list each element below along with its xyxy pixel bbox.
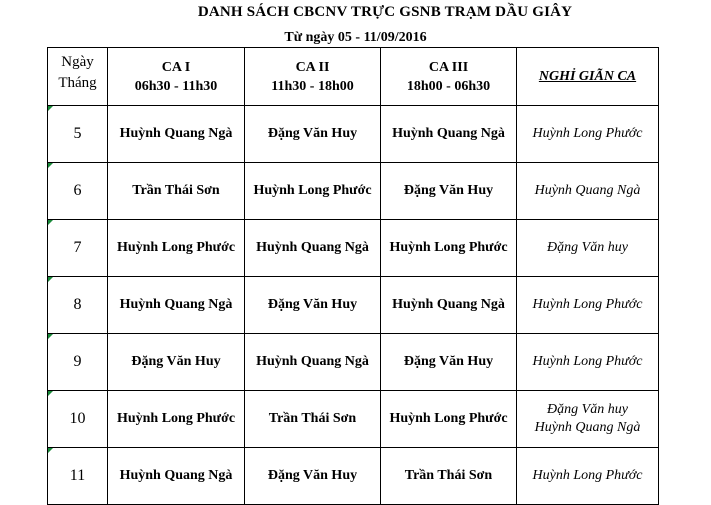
header-shift-3 — [381, 48, 517, 106]
rest-staff-name: Huỳnh Long Phước — [532, 126, 643, 141]
day-cell: 11 — [48, 448, 108, 505]
shift-3-cell — [381, 163, 517, 220]
table-header-row — [48, 48, 659, 106]
staff-name: Huỳnh Long Phước — [116, 240, 236, 255]
day-cell: 5 — [48, 106, 108, 163]
rest-shift-cell — [517, 448, 659, 505]
header-shift-1 — [108, 48, 245, 106]
table-row — [48, 334, 659, 391]
shift-2-cell — [245, 334, 381, 391]
document-subtitle: Từ ngày 05 - 11/09/2016 — [284, 30, 427, 45]
shift-2-cell — [245, 277, 381, 334]
shift-3-cell — [381, 106, 517, 163]
shift-1-cell — [108, 448, 245, 505]
staff-name: Huỳnh Quang Ngà — [256, 240, 369, 255]
shift-3-cell — [381, 448, 517, 505]
header-day-label: Ngày — [61, 54, 94, 70]
shift-2-cell — [245, 448, 381, 505]
rest-shift-cell — [517, 277, 659, 334]
day-cell: 9 — [48, 334, 108, 391]
staff-name: Huỳnh Quang Ngà — [392, 297, 505, 312]
table-body — [48, 106, 659, 505]
shift-1-name: CA I — [161, 59, 191, 75]
staff-name: Đặng Văn Huy — [267, 468, 358, 483]
rest-shift-cell — [517, 163, 659, 220]
shift-1-time: 06h30 - 11h30 — [134, 78, 218, 94]
staff-name: Huỳnh Long Phước — [389, 411, 508, 426]
table-row — [48, 163, 659, 220]
table-row — [48, 220, 659, 277]
shift-3-cell — [381, 391, 517, 448]
header-day-month — [48, 48, 108, 106]
header-rest-shift: NGHỈ GIÃN CA — [517, 48, 659, 106]
rest-shift-cell — [517, 391, 659, 448]
shift-3-cell — [381, 334, 517, 391]
staff-name: Trần Thái Sơn — [404, 468, 493, 483]
rest-staff-name: Huỳnh Long Phước — [532, 354, 643, 369]
staff-name: Đặng Văn Huy — [267, 297, 358, 312]
staff-name: Huỳnh Quang Ngà — [119, 468, 233, 483]
rest-staff-name: Huỳnh Long Phước — [532, 468, 643, 483]
staff-name: Đặng Văn Huy — [403, 354, 494, 369]
shift-1-cell — [108, 277, 245, 334]
shift-1-cell — [108, 220, 245, 277]
staff-name: Huỳnh Quang Ngà — [119, 126, 233, 141]
staff-name: Đặng Văn Huy — [267, 126, 358, 141]
staff-name: Đặng Văn Huy — [131, 354, 221, 369]
staff-name: Huỳnh Quang Ngà — [119, 297, 233, 312]
rest-staff-name: Huỳnh Quang Ngà — [534, 420, 641, 435]
shift-2-cell — [245, 163, 381, 220]
shift-1-cell — [108, 334, 245, 391]
table-row — [48, 106, 659, 163]
rest-staff-name: Đặng Văn huy — [547, 240, 628, 255]
shift-3-time: 18h00 - 06h30 — [406, 78, 491, 94]
staff-name: Trần Thái Sơn — [132, 183, 220, 198]
shift-3-name: CA III — [428, 59, 469, 75]
rest-shift-cell — [517, 220, 659, 277]
rest-shift-cell — [517, 334, 659, 391]
staff-name: Huỳnh Long Phước — [253, 183, 372, 198]
rest-staff-name: Huỳnh Quang Ngà — [534, 183, 641, 198]
shift-1-cell — [108, 163, 245, 220]
shift-3-cell — [381, 277, 517, 334]
header-shift-2 — [245, 48, 381, 106]
staff-name: Huỳnh Long Phước — [116, 411, 236, 426]
duty-schedule-table — [47, 47, 659, 505]
day-cell: 6 — [48, 163, 108, 220]
staff-name: Huỳnh Long Phước — [389, 240, 508, 255]
staff-name: Trần Thái Sơn — [268, 411, 357, 426]
table-row — [48, 448, 659, 505]
table-row — [48, 277, 659, 334]
day-cell: 8 — [48, 277, 108, 334]
day-cell: 7 — [48, 220, 108, 277]
shift-2-name: CA II — [295, 59, 330, 75]
header-month-label: Tháng — [58, 75, 97, 91]
staff-name: Huỳnh Quang Ngà — [392, 126, 505, 141]
staff-name: Đặng Văn Huy — [403, 183, 494, 198]
document-title: DANH SÁCH CBCNV TRỰC GSNB TRẠM DẦU GIÂY — [197, 4, 573, 20]
shift-1-cell — [108, 391, 245, 448]
shift-2-time: 11h30 - 18h00 — [271, 78, 354, 94]
rest-shift-cell — [517, 106, 659, 163]
rest-staff-name: Đặng Văn huy — [547, 402, 628, 417]
shift-2-cell — [245, 391, 381, 448]
shift-1-cell — [108, 106, 245, 163]
day-cell: 10 — [48, 391, 108, 448]
shift-2-cell — [245, 106, 381, 163]
staff-name: Huỳnh Quang Ngà — [256, 354, 369, 369]
table-row — [48, 391, 659, 448]
shift-2-cell — [245, 220, 381, 277]
shift-3-cell — [381, 220, 517, 277]
rest-staff-name: Huỳnh Long Phước — [532, 297, 643, 312]
